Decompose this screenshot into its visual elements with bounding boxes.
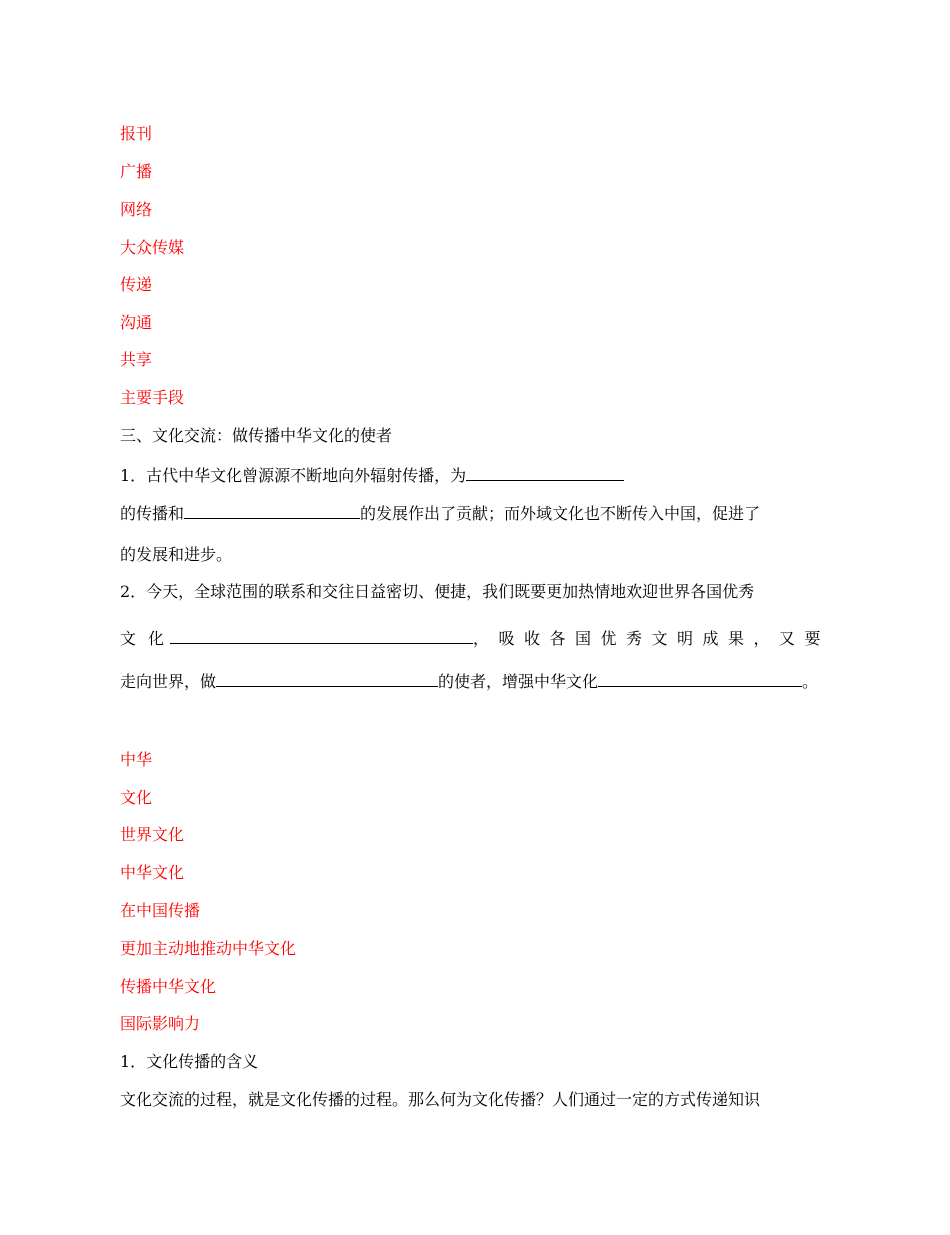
question-2-line-2	[120, 627, 830, 649]
answer-item: 中华文化	[120, 863, 185, 882]
sub-heading: 1．文化传播的含义	[120, 1052, 259, 1071]
question-text: 的发展作出了贡献；而外域文化也不断传入中国，促进了	[360, 504, 761, 523]
answer-item: 大众传媒	[120, 238, 185, 257]
answer-item: 在中国传播	[120, 901, 201, 920]
answer-blank	[466, 464, 624, 481]
answer-item: 国际影响力	[120, 1014, 201, 1033]
answer-item: 报刊	[120, 124, 153, 143]
question-text: ，吸收各国优秀文明成果，又要	[472, 629, 830, 648]
answer-item: 传播中华文化	[120, 977, 217, 996]
answer-item: 主要手段	[120, 388, 185, 407]
answer-item: 中华	[120, 750, 153, 769]
question-text: 走向世界，做	[120, 672, 217, 691]
answer-item: 更加主动地推动中华文化	[120, 939, 297, 958]
question-text: 的使者，增强中华文化	[438, 672, 599, 691]
question-text: 1．古代中华文化曾源源不断地向外辐射传播，为	[120, 466, 467, 485]
question-text: 。	[802, 672, 819, 691]
answer-item: 沟通	[120, 313, 153, 332]
question-2-line-3	[120, 670, 818, 692]
answer-item: 广播	[120, 162, 153, 181]
answer-item: 传递	[120, 275, 153, 294]
answer-blank	[216, 670, 438, 687]
question-text: 文化	[120, 629, 177, 648]
section-title: 三、文化交流：做传播中华文化的使者	[120, 426, 393, 445]
question-1-line-3: 的发展和进步。	[120, 545, 233, 564]
answer-blank	[184, 502, 360, 519]
question-2-line-1: 2．今天，全球范围的联系和交往日益密切、便捷，我们既要更加热情地欢迎世界各国优秀	[120, 582, 755, 601]
answer-blank	[598, 670, 802, 687]
answer-item: 世界文化	[120, 825, 185, 844]
question-1-line-1	[120, 464, 624, 486]
answer-item: 网络	[120, 200, 153, 219]
question-text: 的传播和	[120, 504, 185, 523]
answer-blank	[170, 627, 473, 644]
answer-item: 文化	[120, 788, 153, 807]
answer-item: 共享	[120, 350, 153, 369]
question-1-line-2	[120, 502, 760, 524]
body-paragraph: 文化交流的过程，就是文化传播的过程。那么何为文化传播？人们通过一定的方式传递知识	[120, 1090, 761, 1109]
